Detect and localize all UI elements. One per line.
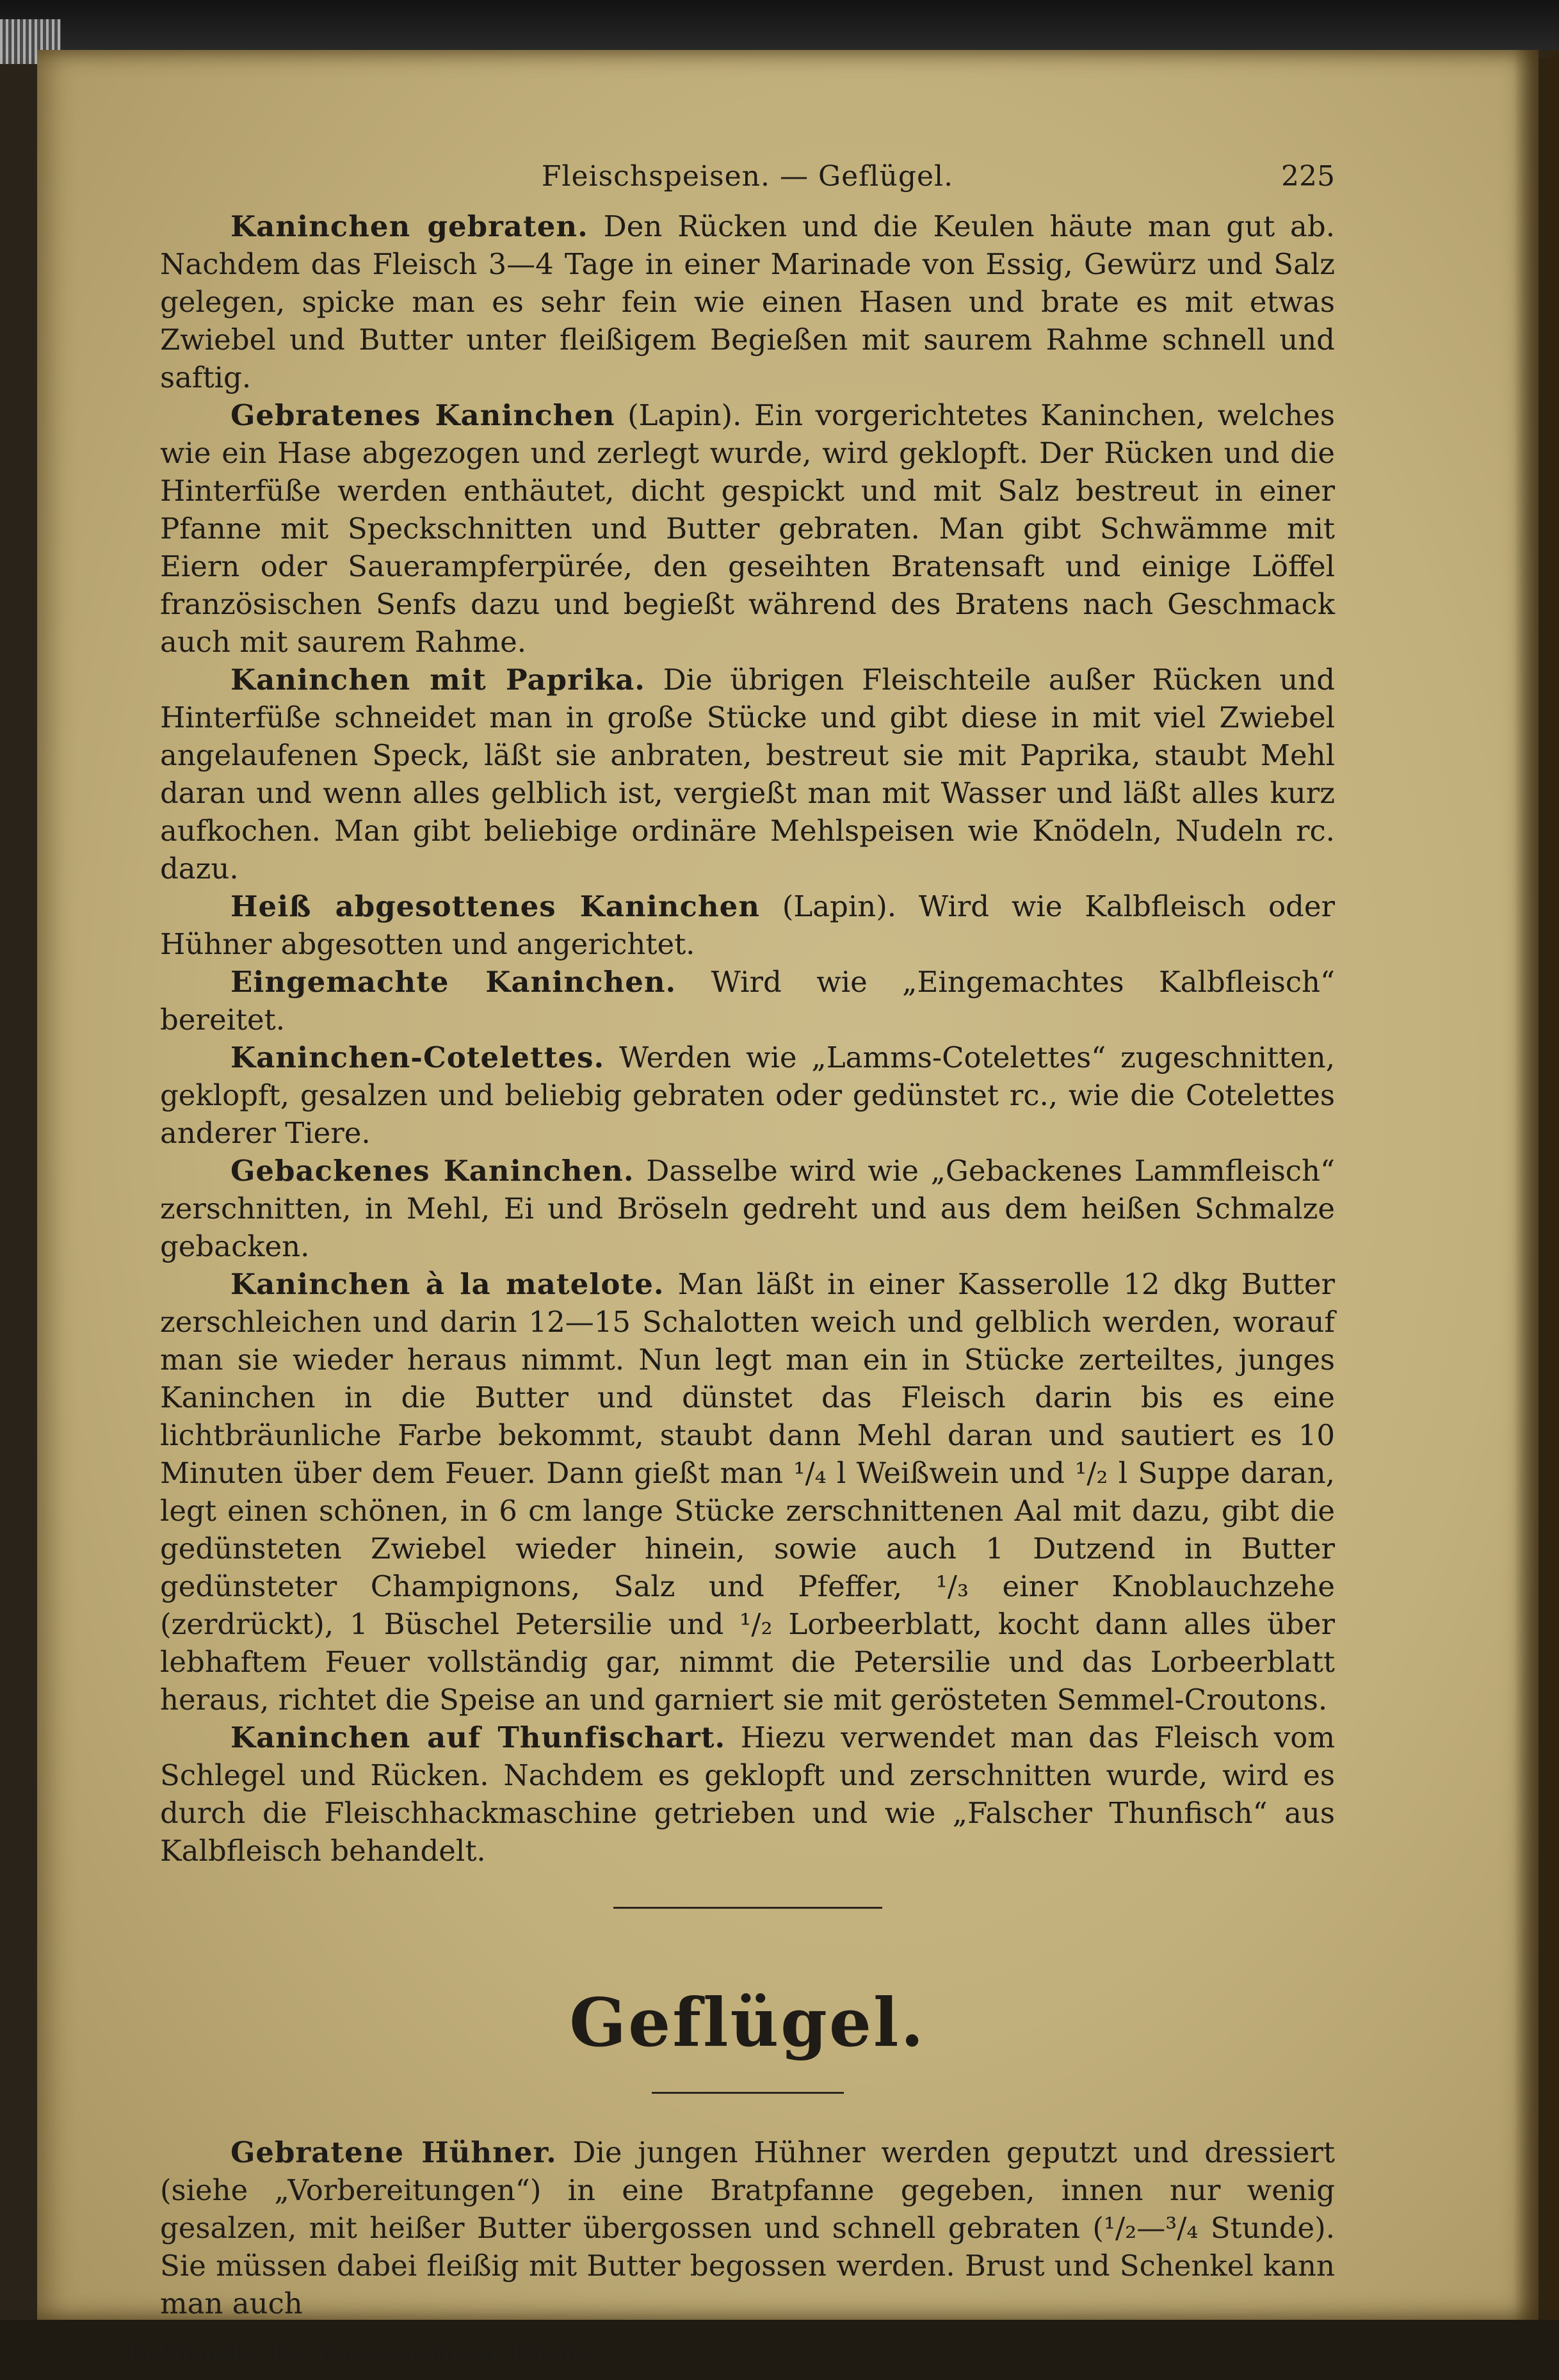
book-imprint: Rokitansky, Die Österreichische Küche.	[128, 2342, 593, 2365]
recipe-paragraph	[160, 207, 1335, 396]
recipe-body: Den Rücken und die Keulen häute man gut ab. Nachdem das Fleisch 3—4 Tage in einer Marinade von Essig, Gewürz und Salz gelegen, spicke man es sehr fein wie einen Hasen und brate es mit etwas Zwiebel und Butter unter fleißigem Begießen mit saurem Rahme schnell und saftig.	[160, 209, 1335, 394]
page-gutter-shadow	[1514, 50, 1559, 2320]
recipe-body: (Lapin). Ein vorgerichtetes Kaninchen, welches wie ein Hase abgezogen und zerlegt wurde, wird geklopft. Der Rücken und die Hinterfüße werden enthäutet, dicht gespickt und mit Salz bestreut in einer Pfanne mit Speckschnitten und Butter gebraten. Man gibt Schwämme mit Eiern oder Sauerampferpürée, den geseihten Bratensaft und einige Löffel französischen Senfs dazu und begießt während des Bratens nach Geschmack auch mit saurem Rahme.	[160, 398, 1335, 659]
signature-mark: 15	[1193, 2351, 1226, 2380]
recipe-heading: Kaninchen mit Paprika.	[230, 663, 645, 697]
recipe-paragraph	[160, 963, 1335, 1039]
recipe-heading: Kaninchen à la matelote.	[230, 1267, 665, 1301]
recipe-paragraph	[160, 2133, 1335, 2322]
recipe-heading: Gebackenes Kaninchen.	[230, 1154, 634, 1188]
title-underline	[652, 2092, 844, 2094]
recipe-heading: Kaninchen-Cotelettes.	[230, 1040, 605, 1074]
running-title: Fleischspeisen. — Geflügel.	[541, 160, 954, 193]
recipe-paragraph	[160, 1265, 1335, 1719]
section-title: Geflügel.	[569, 1983, 926, 2062]
recipe-heading: Gebratenes Kaninchen	[230, 398, 615, 432]
page-number: 225	[1281, 160, 1335, 193]
recipe-body: (Lapin). Wird wie Kalbfleisch oder Hühner abgesotten und angerichtet.	[160, 889, 1336, 961]
page-header	[160, 154, 1335, 205]
recipe-heading: Kaninchen gebraten.	[230, 209, 588, 243]
page-text	[128, 154, 1336, 2380]
recipe-paragraph	[160, 396, 1335, 661]
recipe-body: Die jungen Hühner werden geputzt und dressiert (siehe „Vorbereitungen“) in eine Bratpfanne gegeben, innen nur wenig gesalzen, mit heißer Butter übergossen und schnell gebraten (¹/₂—³/₄ Stunde). Sie müssen dabei fleißig mit Butter begossen werden. Brust und Schenkel kann man auch	[160, 2135, 1335, 2320]
recipe-heading: Gebratene Hühner.	[230, 2135, 557, 2169]
recipe-body: Hiezu verwendet man das Fleisch vom Schlegel und Rücken. Nachdem es geklopft und zerschnitten wurde, wird es durch die Fleischhackmaschine getrieben und wie „Falscher Thunfisch“ aus Kalbfleisch behandelt.	[160, 1720, 1335, 1868]
recipe-heading: Eingemachte Kaninchen.	[230, 965, 677, 999]
recipe-body: Die übrigen Fleischteile außer Rücken und Hinterfüße schneidet man in große Stücke und gibt diese in mit viel Zwiebel angelaufenen Speck, läßt sie anbraten, bestreut sie mit Paprika, staubt Mehl daran und wenn alles gelblich ist, vergießt man mit Wasser und läßt alles kurz aufkochen. Man gibt beliebige ordinäre Mehlspeisen wie Knödeln, Nudeln rc. dazu.	[160, 663, 1336, 886]
recipe-heading: Heiß abgesottenes Kaninchen	[230, 889, 760, 923]
recipe-body: Werden wie „Lamms-Cotelettes“ zugeschnitten, geklopft, gesalzen und beliebig gebraten oder gedünstet rc., wie die Cotelettes anderer Tiere.	[160, 1040, 1335, 1150]
section-divider	[613, 1907, 882, 1909]
recipe-heading: Kaninchen auf Thunfischart.	[230, 1720, 726, 1754]
recipe-paragraph	[160, 1152, 1335, 1265]
recipe-body: Wird wie „Eingemachtes Kalbfleisch“ bereitet.	[160, 965, 1336, 1037]
recipe-body: Man läßt in einer Kasserolle 12 dkg Butter zerschleichen und darin 12—15 Schalotten weich und gelblich werden, worauf man sie wieder heraus nimmt. Nun legt man ein in Stücke zerteiltes, junges Kaninchen in die Butter und dünstet das Fleisch darin bis es eine lichtbräunliche Farbe bekommt, staubt dann Mehl daran und sautiert es 10 Minuten über dem Feuer. Dann gießt man ¹/₄ l Weißwein und ¹/₂ l Suppe daran, legt einen schönen, in 6 cm lange Stücke zerschnittenen Aal mit dazu, gibt die gedünsteten Zwiebel wieder hinein, sowie auch 1 Dutzend in Butter gedünsteter Champignons, Salz und Pfeffer, ¹/₃ einer Knoblauchzehe (zerdrückt), 1 Büschel Petersilie und ¹/₂ Lorbeerblatt, kocht dann alles über lebhaftem Feuer vollständig gar, nimmt die Petersilie und das Lorbeerblatt heraus, richtet die Speise an und garniert sie mit gerösteten Semmel-Croutons.	[160, 1267, 1335, 1717]
page-footer	[128, 2342, 1335, 2380]
scanner-top-band	[0, 0, 1559, 58]
recipe-body: Dasselbe wird wie „Gebackenes Lammfleisch“ zerschnitten, in Mehl, Ei und Bröseln gedreht und aus dem heißen Schmalze gebacken.	[160, 1154, 1336, 1263]
recipe-paragraph	[160, 661, 1335, 887]
recipe-paragraph	[160, 887, 1335, 963]
recipe-paragraph	[160, 1719, 1335, 1870]
recipe-paragraph	[160, 1039, 1335, 1152]
